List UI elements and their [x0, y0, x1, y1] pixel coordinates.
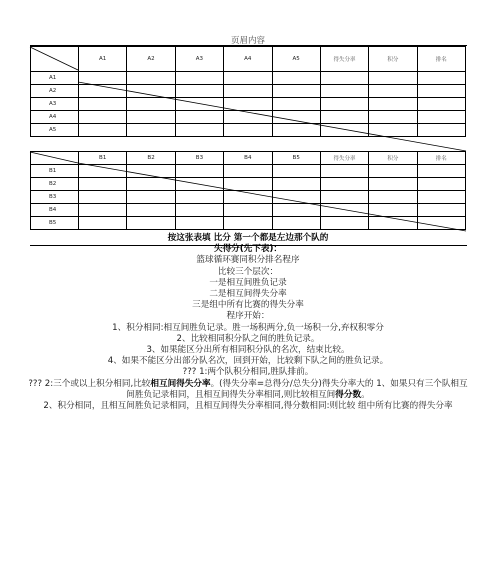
table-cell[interactable]	[127, 204, 175, 217]
table-cell[interactable]	[224, 85, 272, 98]
table-row	[31, 85, 466, 98]
table-cell[interactable]	[175, 204, 223, 217]
table-cell[interactable]	[369, 204, 417, 217]
para1-bold-2: 得分数	[335, 389, 362, 400]
table-cell[interactable]	[417, 72, 465, 85]
table-cell[interactable]	[369, 191, 417, 204]
table-cell[interactable]	[417, 165, 465, 178]
table-cell[interactable]	[127, 85, 175, 98]
table-cell[interactable]	[369, 217, 417, 230]
table-a-row-label: A5	[31, 124, 79, 137]
table-cell[interactable]	[320, 72, 368, 85]
table-cell[interactable]	[320, 178, 368, 191]
table-cell[interactable]	[127, 124, 175, 137]
table-cell[interactable]	[79, 72, 127, 85]
table-a-col-header-rank: 排名	[417, 47, 465, 72]
table-cell[interactable]	[79, 204, 127, 217]
table-cell[interactable]	[175, 124, 223, 137]
table-row	[31, 124, 466, 137]
header-text: 页眉内容	[230, 36, 265, 46]
para1-middle: 。(得失分率=总得分/总失分)得失分率大的 1、如果只有三个队相互间胜负记录相同，且相互间得失分率相同,则比较相互间	[126, 378, 468, 400]
table-a-col-header: A2	[127, 47, 175, 72]
table-cell[interactable]	[417, 178, 465, 191]
table-row	[31, 217, 466, 230]
table-row	[31, 191, 466, 204]
rules-paragraph-1	[0, 379, 496, 401]
table-row	[31, 204, 466, 217]
table-cell[interactable]	[79, 178, 127, 191]
table-cell[interactable]	[417, 191, 465, 204]
table-a-header-row	[31, 47, 466, 72]
table-b-row-label: B1	[31, 165, 79, 178]
table-cell[interactable]	[320, 217, 368, 230]
table-a-col-header-score-ratio: 得失分率	[320, 47, 368, 72]
table-b-col-header: B3	[175, 152, 223, 165]
table-cell[interactable]	[369, 72, 417, 85]
table-cell[interactable]	[320, 165, 368, 178]
table-cell[interactable]	[79, 191, 127, 204]
standings-table-b	[30, 151, 466, 230]
table-cell[interactable]	[417, 98, 465, 111]
table-cell[interactable]	[320, 85, 368, 98]
table-cell[interactable]	[127, 217, 175, 230]
rules-line: 一是相互间胜负记录	[209, 277, 287, 288]
table-cell[interactable]	[272, 217, 320, 230]
rules-line: 二是相互间得失分率	[209, 289, 287, 300]
table-b-col-header-score-ratio: 得失分率	[320, 152, 368, 165]
table-cell[interactable]	[369, 98, 417, 111]
table-a-row-label: A4	[31, 111, 79, 124]
table-row	[31, 165, 466, 178]
standings-table-a	[30, 46, 466, 137]
table-cell[interactable]	[79, 98, 127, 111]
table-cell[interactable]	[175, 191, 223, 204]
table-cell[interactable]	[127, 178, 175, 191]
rules-line: 2、比较相同积分队之间的胜负记录。	[176, 333, 320, 344]
table-b-col-header-points: 积分	[369, 152, 417, 165]
table-cell[interactable]	[127, 98, 175, 111]
table-a-row-label: A2	[31, 85, 79, 98]
table-b-row-label: B3	[31, 191, 79, 204]
table-cell[interactable]	[417, 217, 465, 230]
table-cell[interactable]	[272, 111, 320, 124]
table-cell[interactable]	[79, 124, 127, 137]
table-row	[31, 72, 466, 85]
table-a-col-header: A3	[175, 47, 223, 72]
rules-line: 比较三个层次：	[217, 266, 279, 277]
rules-line: 程序开始：	[226, 311, 270, 322]
table-cell[interactable]	[224, 72, 272, 85]
rules-line: ??? 1:两个队积分相同,胜队排前。	[182, 367, 314, 378]
rules-line: 1、积分相同:相互间胜负记录。胜一场积两分,负一场积一分,弃权积零分	[112, 322, 384, 333]
table-b-col-header: B5	[272, 152, 320, 165]
rules-line: 4、如果不能区分出部分队名次，回到开始，比较剩下队之间的胜负记录。	[107, 356, 389, 367]
table-cell[interactable]	[79, 111, 127, 124]
table-a-row-label: A1	[31, 72, 79, 85]
table-a-col-header: A1	[79, 47, 127, 72]
table-cell[interactable]	[224, 98, 272, 111]
table-a-col-header: A4	[224, 47, 272, 72]
para1-suffix: 。	[361, 389, 370, 400]
table-cell[interactable]	[224, 204, 272, 217]
rules-line: 3、如果能区分出所有相同积分队的名次，结束比较。	[146, 345, 350, 356]
table-cell[interactable]	[175, 178, 223, 191]
para1-bold-1: 相互间得失分率	[150, 378, 211, 389]
table-cell[interactable]	[175, 165, 223, 178]
table-cell[interactable]	[369, 124, 417, 137]
table-b-col-header: B2	[127, 152, 175, 165]
instruction-subline: 失得分(先下表)：	[213, 244, 282, 255]
table-a-col-header: A5	[272, 47, 320, 72]
rules-paragraph-2: 2、积分相同，且相互间胜负记录相同，且相互间得失分率相同,得分数相同:则比较 组中所有比赛的得失分率	[43, 401, 453, 412]
table-cell[interactable]	[224, 178, 272, 191]
table-cell[interactable]	[224, 165, 272, 178]
table-row	[31, 98, 466, 111]
table-b-col-header-rank: 排名	[417, 152, 465, 165]
rules-line: 三是组中所有比赛的得失分率	[192, 300, 304, 311]
table-b-corner-cell	[31, 152, 79, 165]
table-cell[interactable]	[272, 178, 320, 191]
table-cell[interactable]	[417, 111, 465, 124]
table-row	[31, 111, 466, 124]
table-cell[interactable]	[127, 72, 175, 85]
table-a-corner-cell	[31, 47, 79, 72]
rules-text	[0, 233, 496, 412]
table-b-header-row	[31, 152, 466, 165]
table-cell[interactable]	[79, 165, 127, 178]
table-cell[interactable]	[417, 85, 465, 98]
table-cell[interactable]	[127, 165, 175, 178]
table-cell[interactable]	[224, 111, 272, 124]
rules-title: 篮球循环赛同积分排名程序	[196, 255, 300, 266]
table-cell[interactable]	[320, 204, 368, 217]
table-cell[interactable]	[175, 111, 223, 124]
table-cell[interactable]	[127, 191, 175, 204]
table-cell[interactable]	[175, 98, 223, 111]
table-cell[interactable]	[369, 111, 417, 124]
table-cell[interactable]	[224, 124, 272, 137]
table-b-row-label: B4	[31, 204, 79, 217]
table-cell[interactable]	[224, 217, 272, 230]
table-a-col-header-points: 积分	[369, 47, 417, 72]
section-rule	[30, 245, 467, 246]
table-cell[interactable]	[224, 191, 272, 204]
table-cell[interactable]	[369, 178, 417, 191]
table-cell[interactable]	[272, 98, 320, 111]
instruction-line: 按这张表填 比分 第一个都是左边那个队的	[167, 233, 329, 243]
table-cell[interactable]	[272, 191, 320, 204]
table-cell[interactable]	[79, 85, 127, 98]
table-cell[interactable]	[320, 191, 368, 204]
table-cell[interactable]	[272, 165, 320, 178]
table-cell[interactable]	[417, 204, 465, 217]
table-cell[interactable]	[417, 124, 465, 137]
table-cell[interactable]	[127, 111, 175, 124]
table-cell[interactable]	[272, 124, 320, 137]
table-b-col-header: B1	[79, 152, 127, 165]
table-cell[interactable]	[272, 72, 320, 85]
table-cell[interactable]	[175, 217, 223, 230]
para1-prefix: ??? 2:三个或以上积分相同,比较	[28, 378, 151, 389]
table-cell[interactable]	[79, 217, 127, 230]
table-cell[interactable]	[369, 85, 417, 98]
table-cell[interactable]	[175, 72, 223, 85]
table-cell[interactable]	[272, 204, 320, 217]
table-b-col-header: B4	[224, 152, 272, 165]
table-cell[interactable]	[320, 111, 368, 124]
table-row	[31, 178, 466, 191]
table-cell[interactable]	[272, 85, 320, 98]
table-b-row-label: B2	[31, 178, 79, 191]
table-cell[interactable]	[369, 165, 417, 178]
table-cell[interactable]	[320, 98, 368, 111]
table-a-row-label: A3	[31, 98, 79, 111]
table-cell[interactable]	[175, 85, 223, 98]
table-cell[interactable]	[320, 124, 368, 137]
table-b-row-label: B5	[31, 217, 79, 230]
